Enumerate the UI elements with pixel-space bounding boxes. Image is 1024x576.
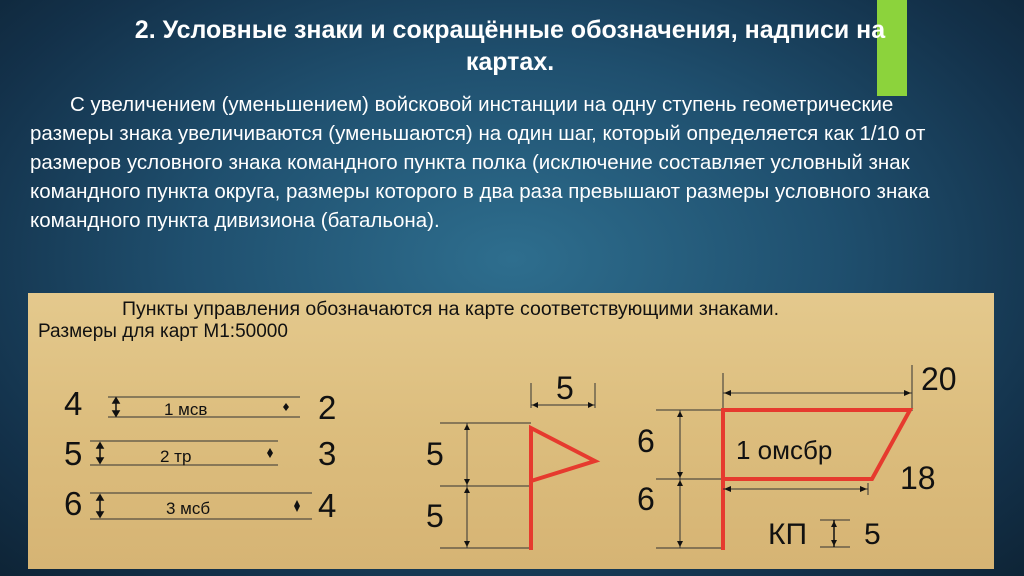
flag-lower-height: 5 xyxy=(426,498,444,534)
slide-title-line-2: картах. xyxy=(465,48,555,76)
label-size-row-1 xyxy=(64,385,336,426)
figure-scale-label: Размеры для карт М1:50000 xyxy=(38,321,288,342)
row-left-number: 5 xyxy=(64,435,83,472)
slide-title-line-1: 2. Условные знаки и сокращённые обозначения, надписи на xyxy=(134,16,886,44)
symbols-figure-drawing xyxy=(28,293,994,569)
label-size-row-3 xyxy=(64,485,336,524)
cp-unit-label: 1 омсбр xyxy=(736,435,833,465)
row-right-number: 4 xyxy=(318,487,337,524)
cp-top-width: 20 xyxy=(921,361,957,397)
cp-upper-height: 6 xyxy=(637,423,655,459)
row-right-number: 2 xyxy=(318,389,337,426)
figure-heading: Пункты управления обозначаются на карте соответствующими знаками. xyxy=(122,298,779,320)
flag-upper-height: 5 xyxy=(426,436,444,472)
row-label: 2 тр xyxy=(160,447,192,466)
flag-sign xyxy=(426,370,595,550)
cp-sign xyxy=(637,361,957,551)
label-size-row-2 xyxy=(64,435,336,472)
row-label: 3 мсб xyxy=(166,499,211,518)
kp-label: КП xyxy=(768,518,808,551)
slide-title xyxy=(40,14,980,78)
body-paragraph: С увеличением (уменьшением) войсковой инстанции на одну ступень геометрические размеры знака увеличиваются (уменьшаются) на один шаг, который определяется как 1/10 от размеров условного знака командного пункта полка (исключение составляет условный знак командного пункта округа, размеры которого в два раза превышают размеры условного знака командного пункта дивизиона (батальона). xyxy=(30,93,930,232)
kp-value: 5 xyxy=(864,518,881,551)
cp-bevel-width: 18 xyxy=(900,460,936,496)
row-right-number: 3 xyxy=(318,435,337,472)
row-label: 1 мсв xyxy=(164,400,208,419)
row-left-number: 4 xyxy=(64,385,83,422)
flag-top-width: 5 xyxy=(556,370,574,406)
symbols-figure xyxy=(28,293,994,569)
cp-lower-height: 6 xyxy=(637,481,655,517)
row-left-number: 6 xyxy=(64,485,83,522)
